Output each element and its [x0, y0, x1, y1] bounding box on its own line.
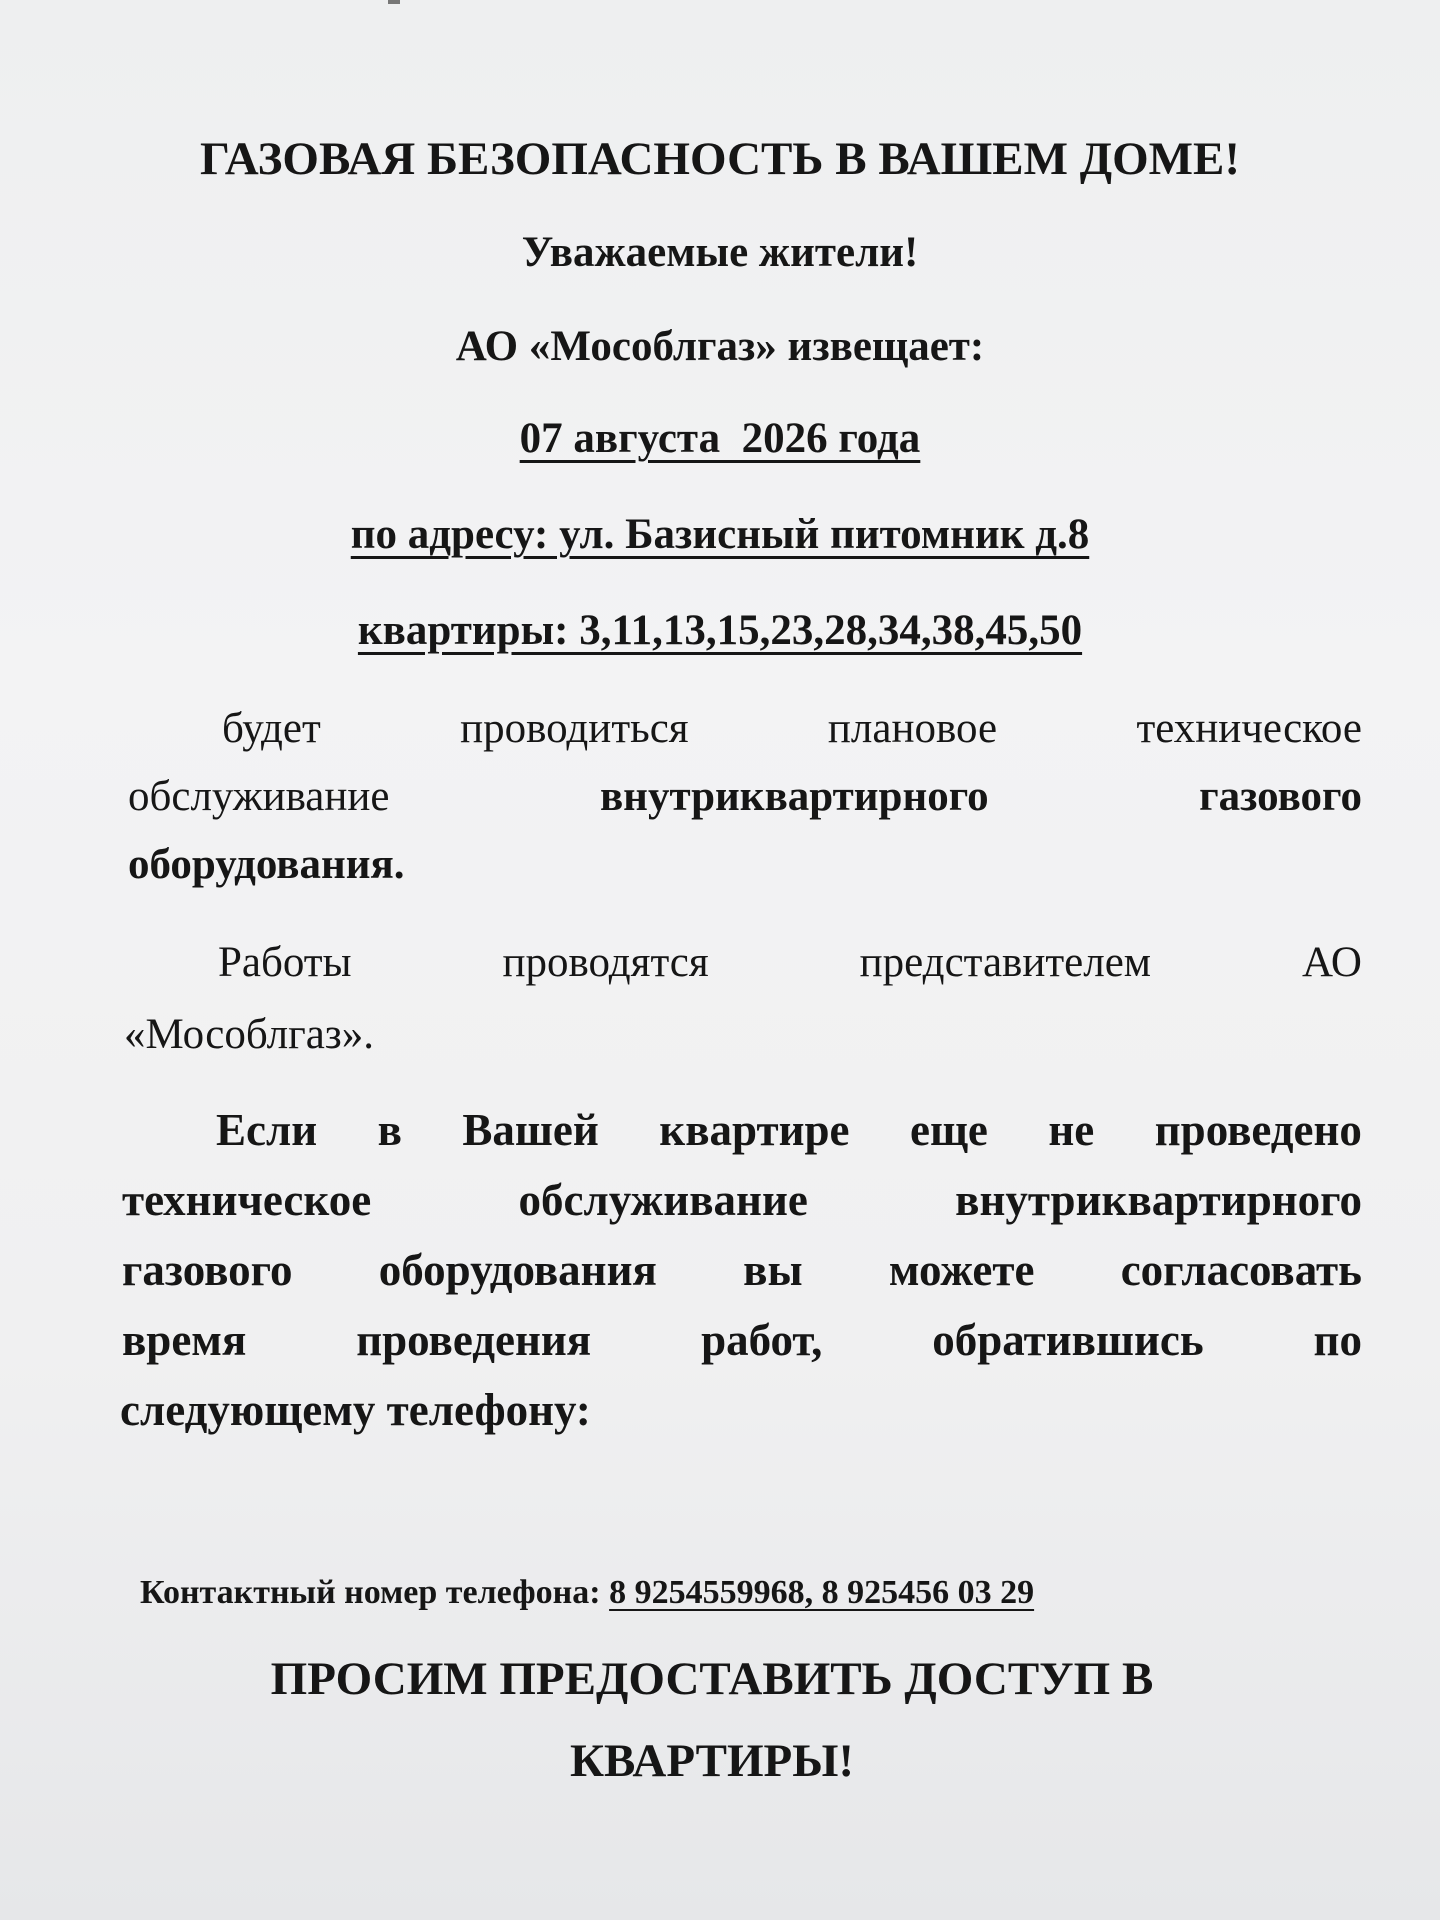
paragraph1-line1: [222, 704, 1362, 753]
notice-title: ГАЗОВАЯ БЕЗОПАСНОСТЬ В ВАШЕМ ДОМЕ!: [200, 133, 1240, 185]
paragraph3-line4: [122, 1314, 1362, 1366]
p3-word: еще: [909, 1105, 988, 1155]
p1-word: обслуживание: [128, 773, 390, 820]
paragraph3-line2: [122, 1174, 1362, 1226]
work-date-text: 07 августа 2026 года: [519, 415, 921, 462]
paragraph1-line3: оборудования.: [128, 841, 405, 888]
paragraph1-line2: [128, 772, 1362, 821]
p2-word: проводятся: [502, 939, 709, 986]
p3-word: квартире: [659, 1105, 850, 1155]
p3-word: Вашей: [462, 1105, 599, 1155]
p3-word: вы: [743, 1245, 803, 1295]
p3-word: техническое: [122, 1175, 372, 1225]
p2-word: АО: [1302, 939, 1362, 986]
p3-word: Если: [216, 1105, 318, 1155]
p3-word: обслуживание: [518, 1175, 808, 1225]
p3-word: не: [1048, 1105, 1095, 1155]
contact-line: [140, 1574, 1034, 1612]
closing-line2: КВАРТИРЫ!: [569, 1735, 855, 1787]
paragraph3-line3: [122, 1244, 1362, 1296]
p3-word: по: [1313, 1315, 1362, 1365]
p3-word: оборудования: [378, 1245, 657, 1295]
address: [0, 510, 1440, 559]
p1-word: плановое: [827, 705, 998, 752]
address-text: по адресу: ул. Базисный питомник д.8: [350, 511, 1090, 558]
paragraph3-line5: следующему телефону:: [120, 1385, 591, 1435]
work-date: [0, 414, 1440, 463]
announcer: АО «Мособлгаз» извещает:: [455, 323, 985, 370]
p1-word: техническое: [1136, 705, 1362, 752]
p3-word: проведения: [356, 1315, 592, 1365]
greeting: Уважаемые жители!: [521, 229, 919, 276]
p1-word: газового: [1199, 773, 1362, 820]
paragraph2-line1: [218, 938, 1362, 987]
p3-word: внутриквартирного: [955, 1175, 1362, 1225]
p3-word: обратившись: [932, 1315, 1204, 1365]
p3-word: проведено: [1154, 1105, 1362, 1155]
p2-word: Работы: [218, 939, 352, 986]
paragraph2-line2: «Мособлгаз».: [124, 1011, 375, 1058]
contact-label: Контактный номер телефона:: [140, 1574, 610, 1611]
closing-line1: ПРОСИМ ПРЕДОСТАВИТЬ ДОСТУП В: [270, 1653, 1154, 1705]
p3-word: в: [377, 1105, 402, 1155]
contact-phones: 8 9254559968, 8 925456 03 29: [609, 1574, 1035, 1611]
p2-word: представителем: [859, 939, 1151, 986]
p1-word: будет: [222, 705, 321, 752]
apartments-text: квартиры: 3,11,13,15,23,28,34,38,45,50: [357, 607, 1083, 654]
page-edge-mark: [388, 0, 400, 4]
p3-word: согласовать: [1120, 1245, 1362, 1295]
p3-word: можете: [888, 1245, 1035, 1295]
p3-word: газового: [122, 1245, 293, 1295]
paragraph3-line1: [216, 1104, 1362, 1156]
p1-word: внутриквартирного: [599, 773, 989, 820]
p1-word: проводиться: [460, 705, 689, 752]
apartments: [0, 606, 1440, 655]
p3-word: работ,: [701, 1315, 823, 1365]
p3-word: время: [122, 1315, 247, 1365]
